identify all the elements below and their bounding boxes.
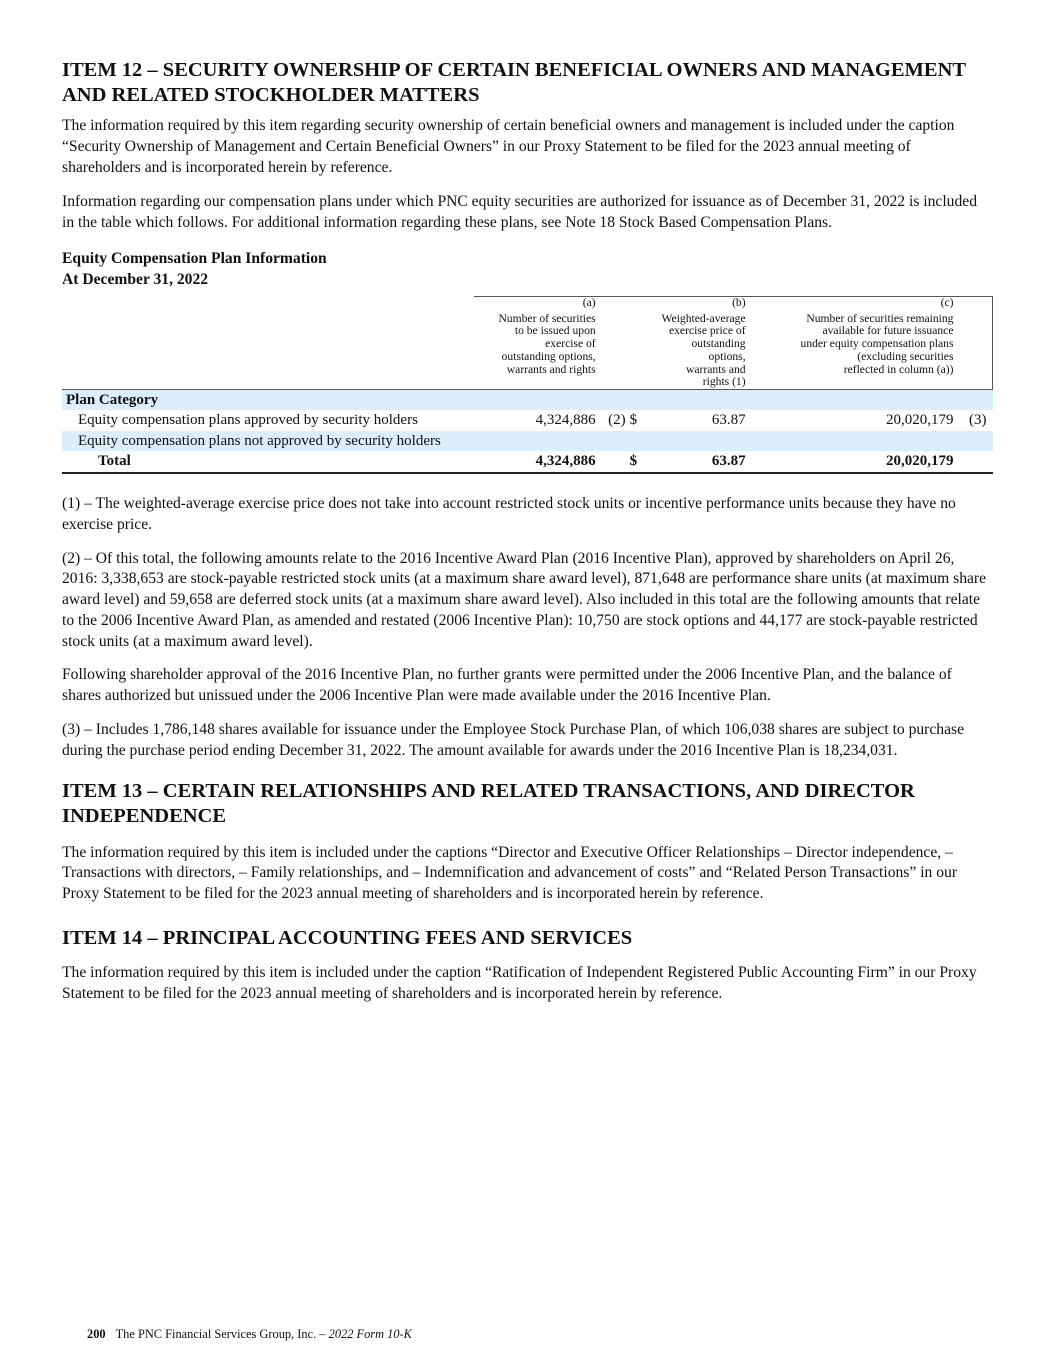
row-value-b: 63.87 bbox=[711, 412, 746, 429]
item12-heading: ITEM 12 – SECURITY OWNERSHIP OF CERTAIN BENEFICIAL OWNERS AND MANAGEMENT AND RELATED STOCKHOLDER MATTERS bbox=[62, 59, 966, 106]
row-value-c: 20,020,179 bbox=[885, 412, 954, 429]
page-content bbox=[62, 58, 993, 1005]
footnote-1: (1) – The weighted-average exercise price does not take into account restricted stock units or incentive performance units because they have no exercise price. bbox=[62, 494, 956, 533]
row-note-a: (2) bbox=[608, 412, 626, 429]
footnote-2: (2) – Of this total, the following amounts relate to the 2016 Incentive Award Plan (2016 Incentive Plan), approved by shareholders on April 26, 2016: 3,338,653 are stock-payable restricted stock units (at a maximum share award level), 871,648 are performance share units (at maximum share award level) and 59,658 are deferred stock units (at a maximum share award level). Also included in this total are the following amounts that relate to the 2006 Incentive Award Plan, as amended and restated (2006 Incentive Plan): 10,750 are stock options and 44,177 are stock-payable restricted stock units (at a maximum award level). bbox=[62, 549, 987, 650]
total-value-b: 63.87 bbox=[654, 451, 746, 473]
row-label: Equity compensation plans not approved by security holders bbox=[62, 431, 474, 452]
table-subtitle: At December 31, 2022 bbox=[62, 270, 209, 288]
total-value-c: 20,020,179 bbox=[746, 451, 954, 473]
item12-paragraph-2: Information regarding our compensation plans under which PNC equity securities are authorized for issuance as of December 31, 2022 is included in the table which follows. For additional information regarding these plans, see Note 18 Stock Based Compensation Plans. bbox=[62, 193, 977, 232]
item12-paragraph-1: The information required by this item regarding security ownership of certain beneficial owners and management is included under the caption “Security Ownership of Management and Certain Beneficial Owners” in our Proxy Statement to be filed for the 2023 annual meeting of shareholders and is incorporated herein by reference. bbox=[62, 117, 955, 176]
footer-form: 2022 Form 10-K bbox=[328, 1327, 412, 1341]
row-label: Equity compensation plans approved by security holders bbox=[78, 412, 418, 429]
total-value-a: 4,324,886 bbox=[474, 451, 596, 473]
footnote-2-continued: Following shareholder approval of the 2016 Incentive Plan, no further grants were permitted under the 2006 Incentive Plan, and the balance of shares authorized but unissued under the 2006 Incentive Plan were made available under the 2016 Incentive Plan. bbox=[62, 666, 952, 705]
table-title: Equity Compensation Plan Information bbox=[62, 249, 327, 267]
footnote-3: (3) – Includes 1,786,148 shares available for issuance under the Employee Stock Purchase Plan, of which 106,038 shares are subject to purchase during the purchase period ending December 31, 2022. The amount available for awards under the 2016 Incentive Plan is 18,234,031. bbox=[62, 721, 965, 759]
col-letter-b: (b) bbox=[654, 296, 746, 309]
col-letter-a: (a) bbox=[474, 296, 596, 309]
table-row bbox=[62, 410, 993, 431]
item13-paragraph: The information required by this item is included under the captions “Director and Executive Officer Relationships – Director independence, – Transactions with directors, – Family relationships, and – Indemnification and advancement of costs” and “Related Person Transactions” in our Proxy Statement to be filed for the 2023 annual meeting of shareholders and is incorporated herein by reference. bbox=[62, 843, 958, 903]
plan-category-label: Plan Category bbox=[62, 389, 474, 410]
col-c-header: Number of securities remaining available for future issuance under equity compensation plans (excluding securities reflected in column (a)) bbox=[746, 310, 954, 390]
total-label: Total bbox=[62, 451, 474, 473]
page-footer bbox=[87, 1327, 412, 1342]
col-a-header: Number of securities to be issued upon exercise of outstanding options, warrants and rights bbox=[474, 310, 596, 390]
row-note-c: (3) bbox=[969, 412, 987, 429]
total-row bbox=[62, 451, 993, 473]
equity-compensation-table bbox=[62, 296, 993, 474]
table-row bbox=[62, 431, 993, 452]
col-b-header: Weighted-average exercise price of outstanding options, warrants and rights (1) bbox=[654, 310, 746, 390]
col-letter-c: (c) bbox=[746, 296, 954, 309]
total-currency-b: $ bbox=[630, 451, 654, 473]
plan-category-row bbox=[62, 389, 993, 410]
item14-paragraph: The information required by this item is included under the caption “Ratification of Independent Registered Public Accounting Firm” in our Proxy Statement to be filed for the 2023 annual meeting of shareholders and is incorporated herein by reference. bbox=[62, 964, 977, 1002]
row-value-a: 4,324,886 bbox=[535, 412, 596, 429]
footer-company: The PNC Financial Services Group, Inc. – bbox=[115, 1327, 326, 1341]
page-number: 200 bbox=[87, 1327, 106, 1341]
item13-heading: ITEM 13 – CERTAIN RELATIONSHIPS AND RELATED TRANSACTIONS, AND DIRECTOR INDEPENDENCE bbox=[62, 779, 915, 827]
row-currency-b: $ bbox=[629, 412, 638, 429]
item14-heading: ITEM 14 – PRINCIPAL ACCOUNTING FEES AND SERVICES bbox=[62, 927, 633, 950]
